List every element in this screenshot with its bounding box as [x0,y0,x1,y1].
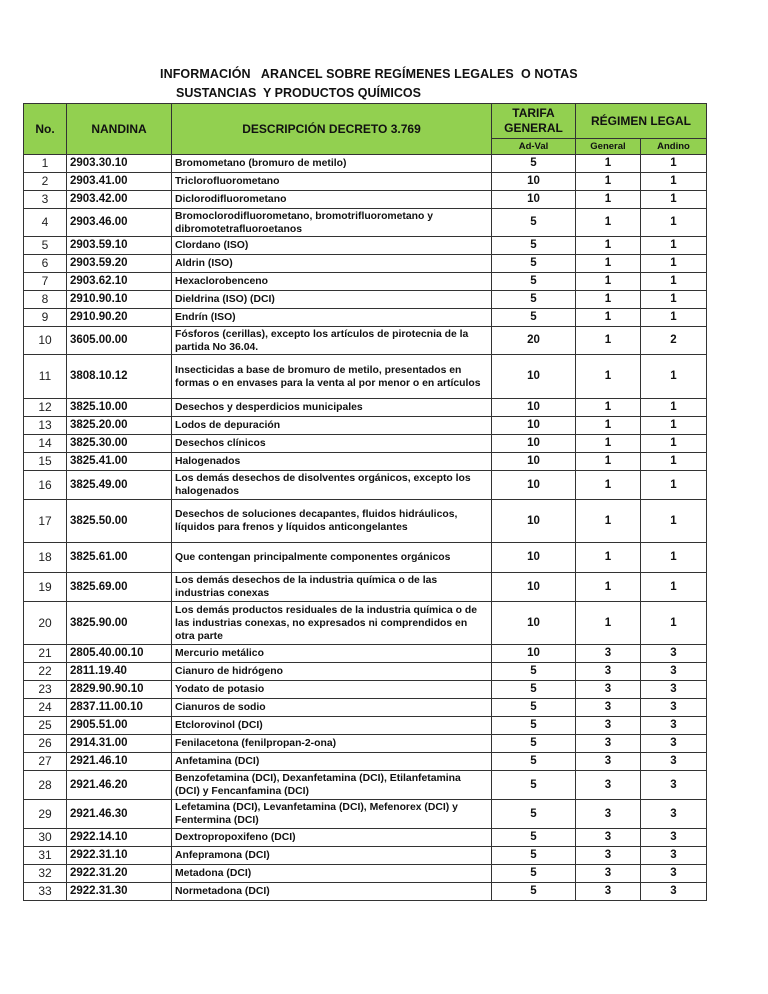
nandina-code: 2910.90.10 [67,291,172,309]
regimen-general: 1 [576,471,641,500]
regimen-andino: 1 [641,255,707,273]
description: Que contengan principalmente componentes orgánicos [172,543,492,573]
ad-val-tariff: 5 [492,847,576,865]
ad-val-tariff: 10 [492,500,576,543]
regimen-general: 1 [576,291,641,309]
table-row [24,173,707,191]
ad-val-tariff: 5 [492,273,576,291]
row-number: 30 [24,829,67,847]
nandina-code: 2903.62.10 [67,273,172,291]
nandina-code: 2921.46.20 [67,771,172,800]
nandina-code: 2910.90.20 [67,309,172,327]
regimen-andino: 3 [641,800,707,829]
regimen-general: 1 [576,273,641,291]
header-no: No. [24,104,67,155]
table-row [24,602,707,645]
ad-val-tariff: 5 [492,699,576,717]
ad-val-tariff: 5 [492,717,576,735]
ad-val-tariff: 10 [492,543,576,573]
regimen-general: 3 [576,771,641,800]
table-row [24,273,707,291]
nandina-code: 2903.59.20 [67,255,172,273]
regimen-andino: 3 [641,717,707,735]
regimen-general: 1 [576,209,641,237]
nandina-code: 2905.51.00 [67,717,172,735]
ad-val-tariff: 10 [492,355,576,399]
regimen-andino: 1 [641,453,707,471]
description: Etclorovinol (DCI) [172,717,492,735]
row-number: 5 [24,237,67,255]
ad-val-tariff: 5 [492,155,576,173]
description: Triclorofluorometano [172,173,492,191]
header-general: General [576,139,641,155]
regimen-andino: 1 [641,471,707,500]
table-row [24,865,707,883]
row-number: 33 [24,883,67,901]
ad-val-tariff: 5 [492,663,576,681]
description: Clordano (ISO) [172,237,492,255]
ad-val-tariff: 10 [492,399,576,417]
ad-val-tariff: 10 [492,435,576,453]
regimen-andino: 1 [641,173,707,191]
description: Los demás desechos de la industria química o de las industrias conexas [172,573,492,602]
row-number: 3 [24,191,67,209]
regimen-andino: 1 [641,155,707,173]
description: Benzofetamina (DCI), Dexanfetamina (DCI), Etilanfetamina (DCI) y Fencanfamina (DCI) [172,771,492,800]
header-tarifa-general: TARIFA GENERAL [492,104,576,139]
ad-val-tariff: 5 [492,291,576,309]
description: Anfetamina (DCI) [172,753,492,771]
regimen-general: 1 [576,573,641,602]
description: Bromoclorodifluorometano, bromotrifluorometano y dibromotetrafluoroetanos [172,209,492,237]
description: Halogenados [172,453,492,471]
table-row [24,399,707,417]
row-number: 1 [24,155,67,173]
regimen-andino: 1 [641,573,707,602]
regimen-andino: 1 [641,543,707,573]
row-number: 9 [24,309,67,327]
regimen-general: 3 [576,645,641,663]
description: Cianuros de sodio [172,699,492,717]
description: Dieldrina (ISO) (DCI) [172,291,492,309]
ad-val-tariff: 5 [492,800,576,829]
row-number: 32 [24,865,67,883]
nandina-code: 2922.14.10 [67,829,172,847]
ad-val-tariff: 10 [492,191,576,209]
regimen-general: 3 [576,681,641,699]
table-row [24,500,707,543]
ad-val-tariff: 5 [492,735,576,753]
regimen-general: 1 [576,399,641,417]
regimen-andino: 3 [641,645,707,663]
regimen-general: 3 [576,829,641,847]
description: Anfepramona (DCI) [172,847,492,865]
regimen-general: 1 [576,191,641,209]
regimen-general: 1 [576,255,641,273]
description: Insecticidas a base de bromuro de metilo, presentados en formas o en envases para la venta al por menor o en artículos [172,355,492,399]
nandina-code: 3825.10.00 [67,399,172,417]
ad-val-tariff: 10 [492,573,576,602]
ad-val-tariff: 10 [492,453,576,471]
regimen-andino: 3 [641,753,707,771]
table-row [24,663,707,681]
description: Diclorodifluorometano [172,191,492,209]
description: Los demás desechos de disolventes orgánicos, excepto los halogenados [172,471,492,500]
ad-val-tariff: 10 [492,471,576,500]
description: Hexaclorobenceno [172,273,492,291]
description: Bromometano (bromuro de metilo) [172,155,492,173]
table-row [24,699,707,717]
ad-val-tariff: 5 [492,771,576,800]
nandina-code: 2903.30.10 [67,155,172,173]
regimen-general: 3 [576,699,641,717]
nandina-code: 2903.46.00 [67,209,172,237]
nandina-code: 3825.90.00 [67,602,172,645]
table-row [24,771,707,800]
regimen-general: 1 [576,309,641,327]
table-row [24,735,707,753]
row-number: 26 [24,735,67,753]
table-body [24,155,707,901]
description: Dextropropoxifeno (DCI) [172,829,492,847]
header-nandina: NANDINA [67,104,172,155]
regimen-andino: 1 [641,500,707,543]
description: Fenilacetona (fenilpropan-2-ona) [172,735,492,753]
ad-val-tariff: 5 [492,255,576,273]
table-row [24,453,707,471]
header-ad-val: Ad-Val [492,139,576,155]
table-row [24,355,707,399]
header-descripcion: DESCRIPCIÓN DECRETO 3.769 [172,104,492,155]
regimen-andino: 1 [641,399,707,417]
ad-val-tariff: 10 [492,602,576,645]
ad-val-tariff: 5 [492,829,576,847]
regimen-andino: 3 [641,735,707,753]
nandina-code: 2922.31.20 [67,865,172,883]
row-number: 17 [24,500,67,543]
row-number: 29 [24,800,67,829]
table-row [24,883,707,901]
row-number: 8 [24,291,67,309]
table-row [24,829,707,847]
row-number: 18 [24,543,67,573]
regimen-general: 1 [576,602,641,645]
description: Endrín (ISO) [172,309,492,327]
table-row [24,327,707,355]
ad-val-tariff: 5 [492,237,576,255]
table-row [24,681,707,699]
nandina-code: 2903.59.10 [67,237,172,255]
regimen-general: 1 [576,500,641,543]
regimen-general: 1 [576,155,641,173]
regimen-andino: 2 [641,327,707,355]
regimen-andino: 3 [641,865,707,883]
regimen-general: 3 [576,717,641,735]
row-number: 14 [24,435,67,453]
table-row [24,471,707,500]
ad-val-tariff: 5 [492,309,576,327]
description: Desechos clínicos [172,435,492,453]
description: Fósforos (cerillas), excepto los artículos de pirotecnia de la partida No 36.04. [172,327,492,355]
description: Aldrin (ISO) [172,255,492,273]
row-number: 20 [24,602,67,645]
table-row [24,717,707,735]
table-row [24,191,707,209]
regimen-andino: 3 [641,829,707,847]
row-number: 25 [24,717,67,735]
row-number: 4 [24,209,67,237]
nandina-code: 2903.41.00 [67,173,172,191]
regimen-andino: 3 [641,663,707,681]
regimen-andino: 1 [641,209,707,237]
table-row [24,417,707,435]
regimen-general: 3 [576,800,641,829]
table-row [24,847,707,865]
nandina-code: 3825.69.00 [67,573,172,602]
header-regimen-legal: RÉGIMEN LEGAL [576,104,707,139]
regimen-andino: 3 [641,883,707,901]
table-row [24,573,707,602]
regimen-andino: 3 [641,681,707,699]
regimen-andino: 1 [641,355,707,399]
nandina-code: 3825.30.00 [67,435,172,453]
regimen-general: 3 [576,865,641,883]
regimen-general: 1 [576,417,641,435]
nandina-code: 2829.90.90.10 [67,681,172,699]
row-number: 11 [24,355,67,399]
row-number: 6 [24,255,67,273]
row-number: 28 [24,771,67,800]
ad-val-tariff: 10 [492,417,576,435]
regimen-andino: 1 [641,291,707,309]
table-row [24,645,707,663]
regimen-andino: 1 [641,273,707,291]
regimen-general: 1 [576,543,641,573]
row-number: 2 [24,173,67,191]
table-row [24,543,707,573]
row-number: 16 [24,471,67,500]
regimen-general: 3 [576,735,641,753]
ad-val-tariff: 5 [492,883,576,901]
regimen-andino: 1 [641,309,707,327]
description: Lodos de depuración [172,417,492,435]
table-row [24,209,707,237]
row-number: 15 [24,453,67,471]
table-row [24,155,707,173]
nandina-code: 2805.40.00.10 [67,645,172,663]
ad-val-tariff: 5 [492,753,576,771]
regimen-andino: 1 [641,602,707,645]
description: Mercurio metálico [172,645,492,663]
ad-val-tariff: 5 [492,681,576,699]
nandina-code: 3825.41.00 [67,453,172,471]
table-row [24,255,707,273]
regimen-general: 3 [576,883,641,901]
row-number: 22 [24,663,67,681]
nandina-code: 3808.10.12 [67,355,172,399]
row-number: 24 [24,699,67,717]
document-title-line-2: SUSTANCIAS Y PRODUCTOS QUÍMICOS [176,86,421,100]
regimen-andino: 1 [641,237,707,255]
regimen-general: 1 [576,355,641,399]
nandina-code: 3605.00.00 [67,327,172,355]
nandina-code: 2914.31.00 [67,735,172,753]
regimen-general: 3 [576,753,641,771]
description: Desechos y desperdicios municipales [172,399,492,417]
regimen-general: 1 [576,237,641,255]
table-row [24,237,707,255]
description: Normetadona (DCI) [172,883,492,901]
regimen-andino: 1 [641,417,707,435]
table-row [24,309,707,327]
regimen-andino: 1 [641,191,707,209]
document-title-line-1: INFORMACIÓN ARANCEL SOBRE REGÍMENES LEGALES O NOTAS [160,67,578,81]
ad-val-tariff: 5 [492,865,576,883]
nandina-code: 2922.31.30 [67,883,172,901]
row-number: 27 [24,753,67,771]
ad-val-tariff: 20 [492,327,576,355]
regimen-general: 1 [576,327,641,355]
regimen-andino: 1 [641,435,707,453]
row-number: 13 [24,417,67,435]
regimen-general: 3 [576,663,641,681]
nandina-code: 3825.61.00 [67,543,172,573]
regimen-general: 1 [576,173,641,191]
description: Cianuro de hidrógeno [172,663,492,681]
table-row [24,800,707,829]
row-number: 7 [24,273,67,291]
tariff-table [23,103,707,901]
ad-val-tariff: 5 [492,209,576,237]
nandina-code: 2921.46.30 [67,800,172,829]
regimen-andino: 3 [641,699,707,717]
nandina-code: 3825.20.00 [67,417,172,435]
description: Desechos de soluciones decapantes, fluidos hidráulicos, líquidos para frenos y líquidos anticongelantes [172,500,492,543]
description: Metadona (DCI) [172,865,492,883]
header-andino: Andino [641,139,707,155]
row-number: 19 [24,573,67,602]
row-number: 10 [24,327,67,355]
description: Lefetamina (DCI), Levanfetamina (DCI), Mefenorex (DCI) y Fentermina (DCI) [172,800,492,829]
row-number: 31 [24,847,67,865]
ad-val-tariff: 10 [492,173,576,191]
nandina-code: 2922.31.10 [67,847,172,865]
nandina-code: 2903.42.00 [67,191,172,209]
regimen-andino: 3 [641,847,707,865]
description: Yodato de potasio [172,681,492,699]
regimen-general: 1 [576,453,641,471]
row-number: 23 [24,681,67,699]
nandina-code: 3825.49.00 [67,471,172,500]
table-row [24,435,707,453]
description: Los demás productos residuales de la industria química o de las industrias conexas, no expresados ni comprendidos en otra parte [172,602,492,645]
nandina-code: 3825.50.00 [67,500,172,543]
nandina-code: 2837.11.00.10 [67,699,172,717]
row-number: 12 [24,399,67,417]
row-number: 21 [24,645,67,663]
nandina-code: 2921.46.10 [67,753,172,771]
table-row [24,291,707,309]
ad-val-tariff: 10 [492,645,576,663]
table-row [24,753,707,771]
regimen-general: 1 [576,435,641,453]
regimen-andino: 3 [641,771,707,800]
regimen-general: 3 [576,847,641,865]
nandina-code: 2811.19.40 [67,663,172,681]
